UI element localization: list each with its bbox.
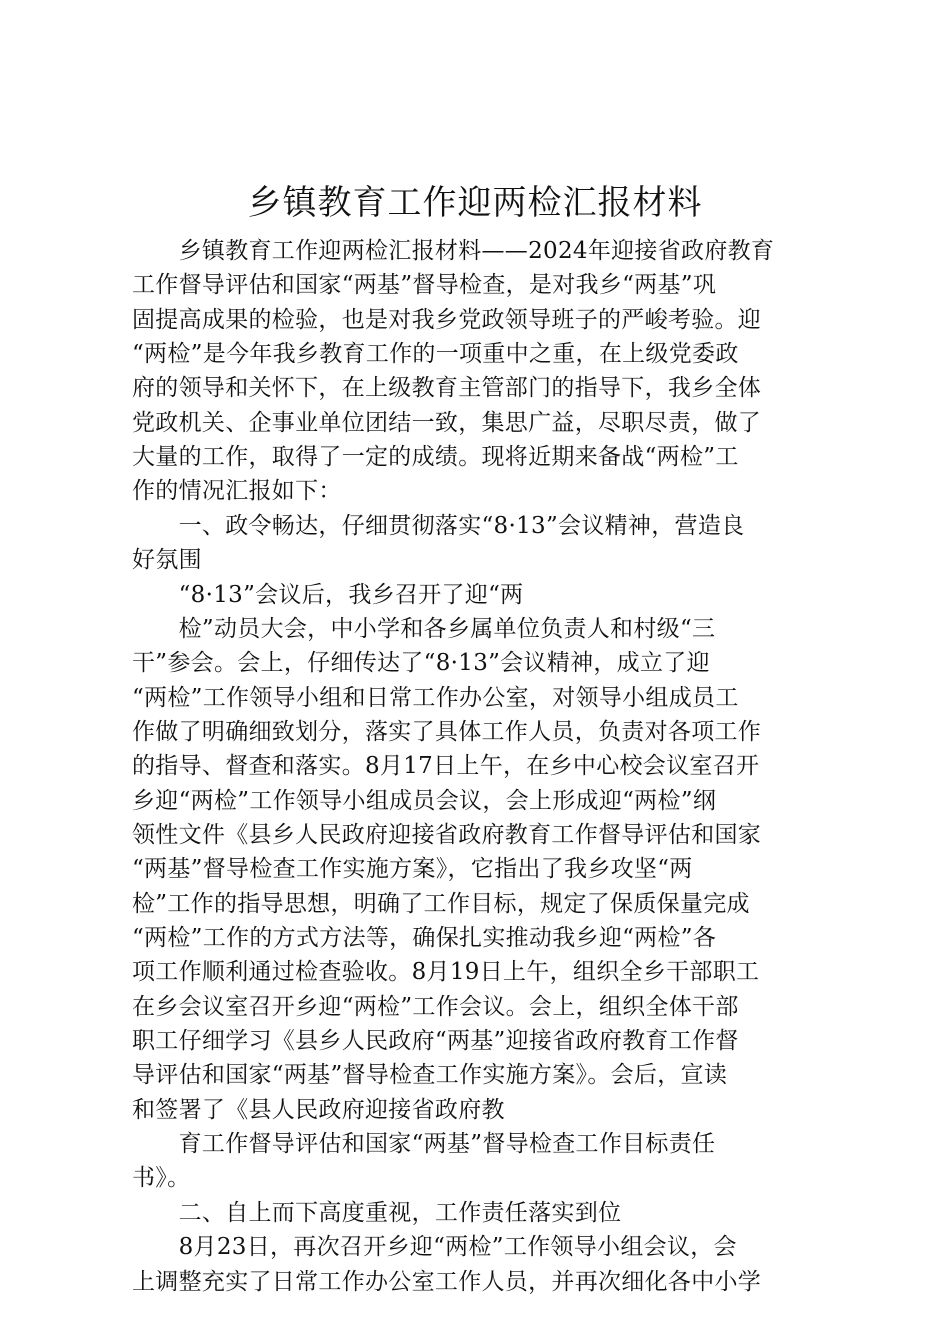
document-title: 乡镇教育工作迎两检汇报材料: [247, 183, 703, 223]
body-line: 检”动员大会，中小学和各乡属单位负责人和村级“三: [132, 615, 716, 642]
body-line: 导评估和国家“两基”督导检查工作实施方案》。会后，宣读: [132, 1062, 728, 1089]
body-line: 干”参会。会上，仔细传达了“8·13”会议精神，成立了迎: [132, 650, 710, 677]
body-line: 二、自上而下高度重视，工作责任落实到位: [132, 1199, 622, 1226]
body-line: 一、政令畅达，仔细贯彻落实“8·13”会议精神，营造良: [132, 512, 745, 539]
body-line: 乡迎“两检”工作领导小组成员会议，会上形成迎“两检”纲: [132, 787, 717, 814]
body-line: 乡镇教育工作迎两检汇报材料——2024年迎接省政府教育: [132, 238, 775, 264]
body-line: “两基”督导检查工作实施方案》，它指出了我乡攻坚“两: [132, 856, 693, 883]
body-line: “8·13”会议后，我乡召开了迎“两: [132, 581, 524, 608]
body-line: 职工仔细学习《县乡人民政府“两基”迎接省政府教育工作督: [132, 1028, 739, 1055]
body-line: 工作督导评估和国家“两基”督导检查，是对我乡“两基”巩: [132, 272, 717, 299]
body-line: 作的情况汇报如下：: [132, 478, 342, 505]
body-line: 固提高成果的检验，也是对我乡党政领导班子的严峻考验。迎: [132, 306, 762, 333]
body-line: 8月23日，再次召开乡迎“两检”工作领导小组会议，会: [132, 1234, 737, 1261]
body-line: “两检”工作的方式方法等，确保扎实推动我乡迎“两检”各: [132, 925, 717, 951]
body-line: 府的领导和关怀下，在上级教育主管部门的指导下，我乡全体: [132, 375, 762, 402]
body-line: 检”工作的指导思想，明确了工作目标，规定了保质保量完成: [132, 890, 750, 917]
body-line: 的指导、督查和落实。8月17日上午，在乡中心校会议室召开: [132, 753, 760, 780]
body-line: 在乡会议室召开乡迎“两检”工作会议。会上，组织全体干部: [132, 993, 739, 1020]
body-line: 书》。: [132, 1165, 191, 1192]
body-line: 项工作顺利通过检查验收。8月19日上午，组织全乡干部职工: [132, 959, 760, 986]
body-line: 作做了明确细致划分，落实了具体工作人员，负责对各项工作: [132, 718, 762, 745]
body-line: 上调整充实了日常工作办公室工作人员，并再次细化各中小学: [132, 1268, 762, 1295]
body-line: 大量的工作，取得了一定的成绩。现将近期来备战“两检”工: [132, 444, 739, 471]
body-line: 党政机关、企事业单位团结一致，集思广益，尽职尽责，做了: [132, 409, 762, 436]
body-line: “两检”工作领导小组和日常工作办公室，对领导小组成员工: [132, 684, 739, 711]
body-line: 和签署了《县人民政府迎接省政府教: [132, 1096, 505, 1123]
body-line: 领性文件《县乡人民政府迎接省政府教育工作督导评估和国家: [132, 821, 762, 848]
body-line: 育工作督导评估和国家“两基”督导检查工作目标责任: [132, 1131, 716, 1158]
body-line: “两检”是今年我乡教育工作的一项重中之重，在上级党委政: [132, 341, 739, 368]
body-line: 好氛围: [132, 547, 202, 574]
